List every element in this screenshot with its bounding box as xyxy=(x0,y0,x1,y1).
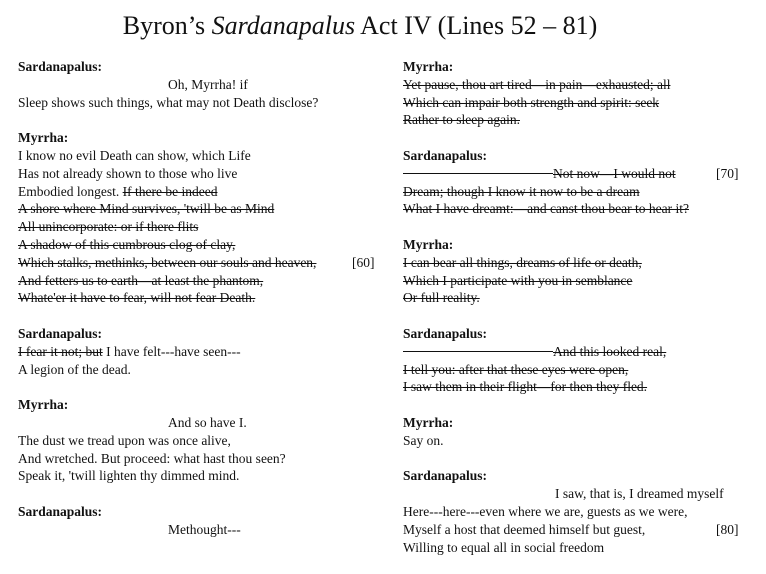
verse-line: Say on. xyxy=(403,432,444,448)
strike-rule xyxy=(403,165,553,175)
speech-myrrha-5 xyxy=(403,414,748,450)
struck-text: If there be indeed xyxy=(122,183,218,199)
struck-verse-line: I saw them in their flight—for then they fled. xyxy=(403,379,648,395)
verse-line: Has not already shown to those who live xyxy=(18,165,238,181)
verse-line: I fear it not; but I have felt---have seen--- xyxy=(18,343,241,359)
speaker-label: Myrrha: xyxy=(403,59,454,74)
verse-line: Here---here---even where we are, guests as we were, xyxy=(403,503,688,519)
struck-verse-line: I tell you: after that these eyes were open, xyxy=(403,361,629,377)
struck-verse-line: What I have dreamt:—and canst thou bear to hear it? xyxy=(403,201,690,217)
speech-myrrha-3 xyxy=(403,58,748,129)
speech-myrrha-4 xyxy=(403,236,748,307)
verse-line: And wretched. But proceed: what hast thou seen? xyxy=(18,450,286,466)
struck-verse-line: Or full reality. xyxy=(403,290,480,306)
left-column xyxy=(18,58,388,556)
speaker-label: Sardanapalus: xyxy=(18,503,103,519)
struck-verse-line: All unincorporate: or if there flits xyxy=(18,219,199,235)
struck-verse-line: A shadow of this cumbrous clog of clay, xyxy=(18,236,236,252)
speech-sardanapalus-3 xyxy=(18,503,388,539)
line-number: [70] xyxy=(716,165,739,181)
verse-line: The dust we tread upon was once alive, xyxy=(18,432,231,448)
struck-verse-line: Which can impair both strength and spirit: seek xyxy=(403,94,660,110)
verse-line: I saw, that is, I dreamed myself xyxy=(555,486,724,502)
struck-verse-line: And this looked real, xyxy=(403,343,748,361)
verse-line: Sleep shows such things, what may not Death disclose? xyxy=(18,94,319,110)
verse-line: A legion of the dead. xyxy=(18,361,131,377)
speaker-label: Sardanapalus: xyxy=(403,468,488,484)
speaker-label: Sardanapalus: xyxy=(18,59,103,74)
verse-line: Myself a host that deemed himself but guest, [80] xyxy=(403,521,739,537)
speech-myrrha-1 xyxy=(18,129,388,307)
struck-verse-line: And fetters us to earth—at least the phantom, xyxy=(18,272,264,288)
speaker-label: Myrrha: xyxy=(403,236,454,252)
verse-line: Methought--- xyxy=(168,521,241,537)
speech-myrrha-2 xyxy=(18,396,388,485)
page-title: Byron’s Sardanapalus Act IV (Lines 52 – 81) xyxy=(122,11,598,40)
verse-line: Speak it, 'twill lighten thy dimmed mind. xyxy=(18,468,240,484)
struck-verse-line: Which I participate with you in semblance xyxy=(403,272,633,288)
verse-line: Embodied longest. If there be indeed xyxy=(18,183,218,199)
verse-line: And so have I. xyxy=(168,414,247,430)
struck-verse-line: Dream; though I know it now to be a dream xyxy=(403,183,640,199)
verse-line: Willing to equal all in social freedom xyxy=(403,539,605,555)
speaker-label: Myrrha: xyxy=(18,397,69,413)
speech-sardanapalus-5 xyxy=(403,325,748,396)
struck-verse-line: I can bear all things, dreams of life or death, xyxy=(403,254,642,270)
speaker-label: Myrrha: xyxy=(18,130,69,146)
line-number: [80] xyxy=(716,521,739,537)
strike-rule xyxy=(403,343,553,353)
speaker-label: Sardanapalus: xyxy=(403,325,488,341)
speech-sardanapalus-1 xyxy=(18,58,388,111)
speech-sardanapalus-4 xyxy=(403,147,748,218)
struck-text: I fear it not; but xyxy=(18,343,103,359)
struck-verse-line: Not now—I would not [70] xyxy=(403,165,748,183)
struck-verse-line: Whate'er it have to fear, will not fear Death. xyxy=(18,290,256,306)
speaker-label: Sardanapalus: xyxy=(403,147,488,163)
speaker-label: Myrrha: xyxy=(403,414,454,430)
struck-verse-line: Which stalks, methinks, between our souls and heaven, [60] xyxy=(18,254,375,270)
right-column xyxy=(403,58,748,574)
verse-line: Oh, Myrrha! if xyxy=(168,76,248,92)
speech-sardanapalus-6 xyxy=(403,467,748,556)
speaker-label: Sardanapalus: xyxy=(18,325,103,341)
struck-verse-line: Rather to sleep again. xyxy=(403,112,520,128)
verse-line: I know no evil Death can show, which Life xyxy=(18,147,251,163)
struck-verse-line: A shore where Mind survives, 'twill be as Mind xyxy=(18,201,275,217)
struck-verse-line: Yet pause, thou art tired—in pain—exhausted; all xyxy=(403,76,671,92)
speech-sardanapalus-2 xyxy=(18,325,388,378)
line-number: [60] xyxy=(352,254,375,270)
